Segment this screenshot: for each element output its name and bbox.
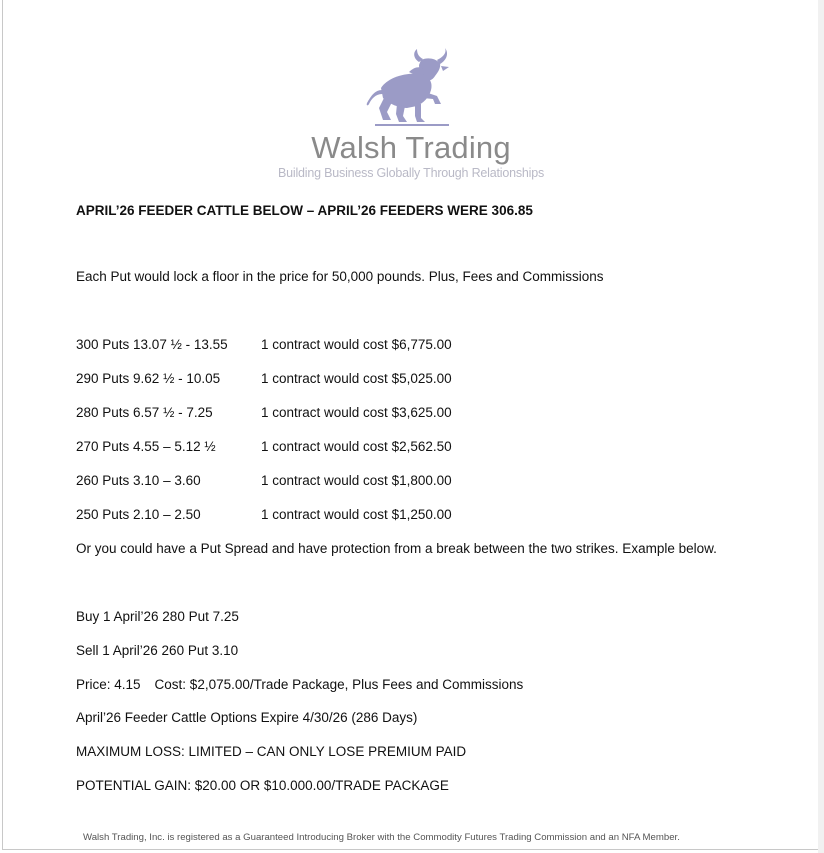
maximum-loss: MAXIMUM LOSS: LIMITED – CAN ONLY LOSE PREMIUM PAID xyxy=(76,744,467,759)
intro-text: Each Put would lock a floor in the price for 50,000 pounds. Plus, Fees and Commissions xyxy=(76,269,604,284)
put-cost: 1 contract would cost $5,025.00 xyxy=(261,371,452,386)
spread-sell-leg: Sell 1 April’26 260 Put 3.10 xyxy=(76,643,239,658)
spread-buy-leg: Buy 1 April’26 280 Put 7.25 xyxy=(76,609,239,624)
put-strike: 300 Puts 13.07 ½ - 13.55 xyxy=(76,337,228,352)
spread-price: Price: 4.15 xyxy=(76,677,141,692)
put-strike: 270 Puts 4.55 – 5.12 ½ xyxy=(76,439,216,454)
put-strike: 280 Puts 6.57 ½ - 7.25 xyxy=(76,405,213,420)
put-cost: 1 contract would cost $3,625.00 xyxy=(261,405,452,420)
brand-name: Walsh Trading xyxy=(311,130,511,165)
options-expiry: April’26 Feeder Cattle Options Expire 4/30/26 (286 Days) xyxy=(76,710,418,725)
spread-intro: Or you could have a Put Spread and have protection from a break between the two strikes. Example below. xyxy=(76,541,717,556)
put-row xyxy=(76,336,452,353)
put-strike: 260 Puts 3.10 – 3.60 xyxy=(76,473,201,488)
put-strike: 290 Puts 9.62 ½ - 10.05 xyxy=(76,371,221,386)
put-row xyxy=(76,438,452,455)
spread-cost: Cost: $2,075.00/Trade Package, Plus Fees and Commissions xyxy=(154,677,524,692)
put-strike: 250 Puts 2.10 – 2.50 xyxy=(76,507,201,522)
regulatory-footer: Walsh Trading, Inc. is registered as a Guaranteed Introducing Broker with the Commodity Futures Trading Commission and an NFA Member. xyxy=(83,832,680,843)
document-page xyxy=(2,0,820,850)
potential-gain: POTENTIAL GAIN: $20.00 OR $10.000.00/TRADE PACKAGE xyxy=(76,778,449,793)
put-row xyxy=(76,506,452,523)
spread-price-line xyxy=(76,676,523,693)
bull-icon xyxy=(361,48,461,130)
company-logo xyxy=(3,48,819,180)
brand-tagline: Building Business Globally Through Relationships xyxy=(277,166,545,180)
put-row xyxy=(76,370,452,387)
put-row xyxy=(76,472,452,489)
put-cost: 1 contract would cost $1,800.00 xyxy=(261,473,452,488)
put-row xyxy=(76,404,452,421)
put-cost: 1 contract would cost $6,775.00 xyxy=(261,337,452,352)
put-cost: 1 contract would cost $2,562.50 xyxy=(261,439,452,454)
put-cost: 1 contract would cost $1,250.00 xyxy=(261,507,452,522)
headline: APRIL’26 FEEDER CATTLE BELOW – APRIL’26 FEEDERS WERE 306.85 xyxy=(76,203,533,218)
page-edge xyxy=(818,0,824,853)
